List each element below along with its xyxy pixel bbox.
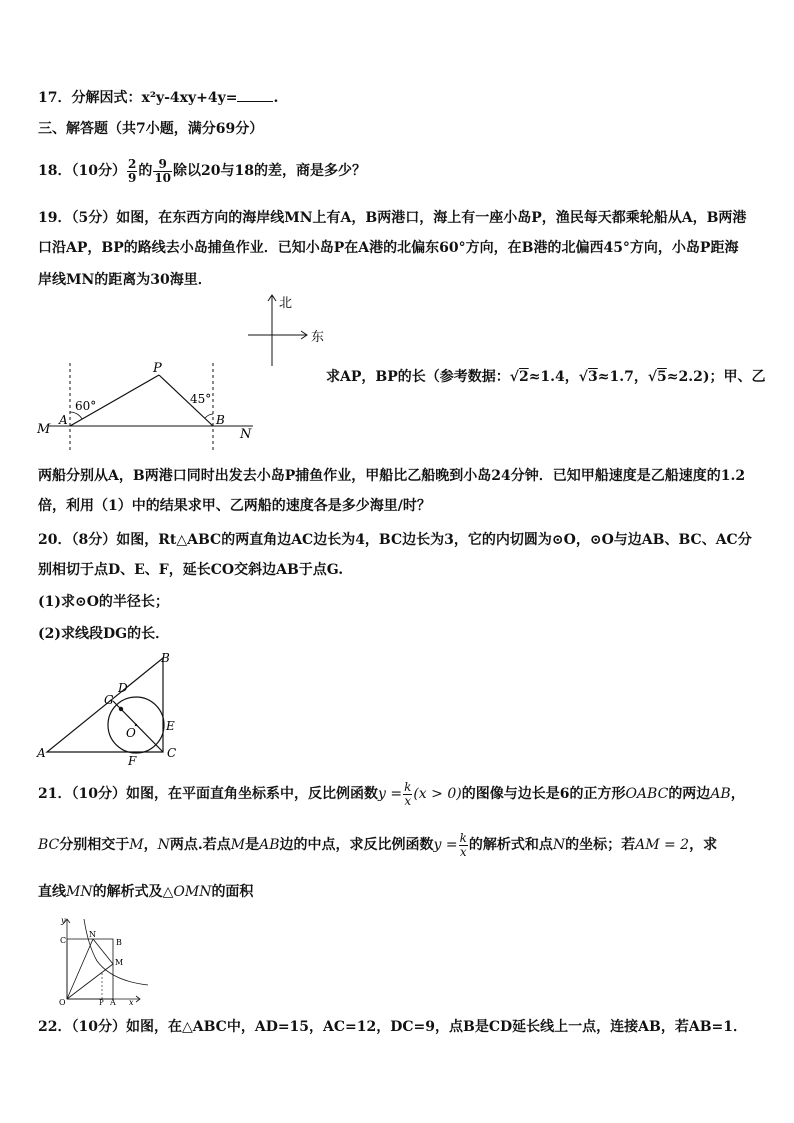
q21-label-M: M [115,958,124,967]
q21-label-C: C [60,936,67,945]
q21-l2-h: ，求 [689,837,718,853]
section3-heading [38,119,263,139]
q21-l2-n2: N [552,837,566,853]
q20-label-D: D [118,681,128,695]
q21-label-x: x [129,998,134,1007]
q19-line5: 两船分别从A，B两港口同时出发去小岛P捕鱼作业，甲船比乙船晚到小岛24分钟．已知甲船速度是乙船速度的1.2 [38,468,746,484]
q21-line1 [38,776,745,812]
q21-label-B: B [116,938,122,947]
section3-text: 三、解答题（共7小题，满分69分） [38,121,264,137]
q18-prefix: 18．（10分） [38,163,126,179]
q17-answer-blank [237,89,273,102]
q19-label-M: M [37,422,51,437]
sqrt2-value: ≈1.4， [528,369,579,385]
q17-text: 分解因式：x²y-4xy+4y= [71,90,238,106]
q22-line: 22．（10分）如图，在△ABC中，AD=15，AC=12，DC=9，点B是CD延长线上一点，连接AB，若AB=1． [38,1019,747,1035]
q17-number: 17． [38,90,72,106]
q21-l2-m2: M [230,837,246,853]
q19-label-B: B [216,413,225,427]
sqrt3-value: ≈1.7， [597,369,648,385]
q19-line4 [326,367,766,387]
q20-label-F: F [128,754,137,768]
q18-suffix: 除以20与18的差，商是多少？ [173,163,366,179]
q21-l2-c: 两点.若点 [169,837,231,853]
q20-label-G: G [104,693,114,707]
q21-l1-d: ， [730,786,745,802]
q21-l3-b: 的解析式及△ [92,884,174,900]
sqrt3-radicand: 3 [588,369,598,385]
q21-l1-a: 21．（10分）如图，在平面直角坐标系中，反比例函数 [38,786,378,802]
q21-l3-omn: OMN [173,884,212,900]
q20-line1: 20．（8分）如图，Rt△ABC的两直角边AC边长为4，BC边长为3，它的内切圆为⊙O，⊙O与边AB、BC、AC分 [38,532,752,548]
q20-sub2: (2)求线段DG的长． [38,626,170,642]
q18-frac1-numerator: 2 [127,156,137,171]
q21-line2 [38,827,717,863]
q21-l3-a: 直线 [38,884,66,900]
q19-label-A: A [59,413,68,427]
q21-l1-x: x [404,793,412,808]
q18-line [38,154,366,188]
q21-label-P: P [99,999,104,1007]
q21-l2-a: 分别相交于 [59,837,130,853]
q21-label-A: A [110,998,116,1007]
q21-l3-c: 的面积 [211,884,254,900]
q18-mid: 的 [138,163,153,179]
q19-angle-60: 60° [75,399,97,413]
q21-l2-b: ， [143,837,158,853]
q21-l2-ab: AB [259,837,280,853]
q21-l1-fn: y = [377,786,403,802]
q20-label-A: A [37,746,46,760]
q21-l1-b: 的图像与边长是6的正方形 [461,786,626,802]
q21-l2-k: k [459,830,467,845]
q21-label-y: y [61,916,66,925]
compass-east-label: 东 [311,330,325,345]
q21-l2-d: 是 [245,837,260,853]
compass-north-label: 北 [279,296,293,311]
q21-l1-c: 的两边 [668,786,711,802]
q18-frac2-numerator: 9 [153,158,172,172]
q17-line [38,88,278,108]
q19-angle-45: 45° [190,392,212,406]
q19-line2: 口沿AP，BP的路线去小岛捕鱼作业．已知小岛P在A港的北偏东60°方向，在B港的北偏西45°方向，小岛P距海 [38,240,739,256]
q19-line6: 倍，利用（1）中的结果求甲、乙两船的速度各是多少海里/时？ [38,498,431,514]
sqrt2-radicand: 2 [518,369,529,385]
q21-l1-ab: AB [710,786,731,802]
q18-frac1-denominator: 9 [127,170,137,185]
q21-l2-x: x [459,844,467,859]
q21-l2-fn: y = [433,837,458,853]
sqrt5-value: ≈2.2)；甲、乙 [666,369,766,385]
q21-l1-fraction [403,781,412,808]
q20-label-O: O [126,726,136,740]
q21-l2-n: N [157,837,170,853]
q21-label-O: O [59,998,66,1007]
q21-label-N: N [89,930,96,939]
q20-figure [34,650,184,768]
q20-sub1: (1)求⊙O的半径长； [38,594,169,610]
q19-figure [35,358,265,450]
q19-line1: 19．（5分）如图，在东西方向的海岸线MN上有A，B两港口，海上有一座小岛P，渔民每天都乘轮船从A，B两港 [38,210,747,226]
q20-label-E: E [166,719,175,733]
q21-l1-k: k [404,779,412,794]
sqrt3: √3 [578,369,598,385]
q21-figure [52,915,152,1005]
q18-fraction-2-9 [127,158,137,185]
q19-ask: 求AP，BP的长（参考数据： [326,369,510,385]
q19-line3: 岸线MN的距离为30海里． [38,272,212,288]
sqrt2: √2 [509,369,529,385]
q20-label-C: C [167,746,177,760]
q21-l2-e: 边的中点，求反比例函数 [279,837,434,853]
q21-l2-bc: BC [38,837,60,853]
q17-end: . [273,90,279,106]
q21-l2-f: 的解析式和点 [468,837,553,853]
q21-l2-am: AM = 2 [635,837,690,853]
q21-l1-cond: (x > 0) [413,786,462,802]
q18-frac2-denominator: 10 [154,170,172,185]
sqrt5: √5 [647,369,667,385]
sqrt5-radicand: 5 [657,369,667,385]
q21-l2-m: M [129,837,144,853]
q21-l1-square: OABC [625,786,669,802]
q20-label-B: B [161,651,170,665]
q21-l3-mn: MN [66,884,93,900]
q19-label-N: N [240,427,252,442]
q21-l2-g: 的坐标；若 [565,837,636,853]
q18-fraction-9-10 [153,158,172,185]
q21-line3 [38,882,253,902]
q19-label-P: P [153,361,162,376]
q21-l2-fraction [459,832,468,859]
q20-line2: 别相切于点D、E、F，延长CO交斜边AB于点G. [38,562,344,578]
